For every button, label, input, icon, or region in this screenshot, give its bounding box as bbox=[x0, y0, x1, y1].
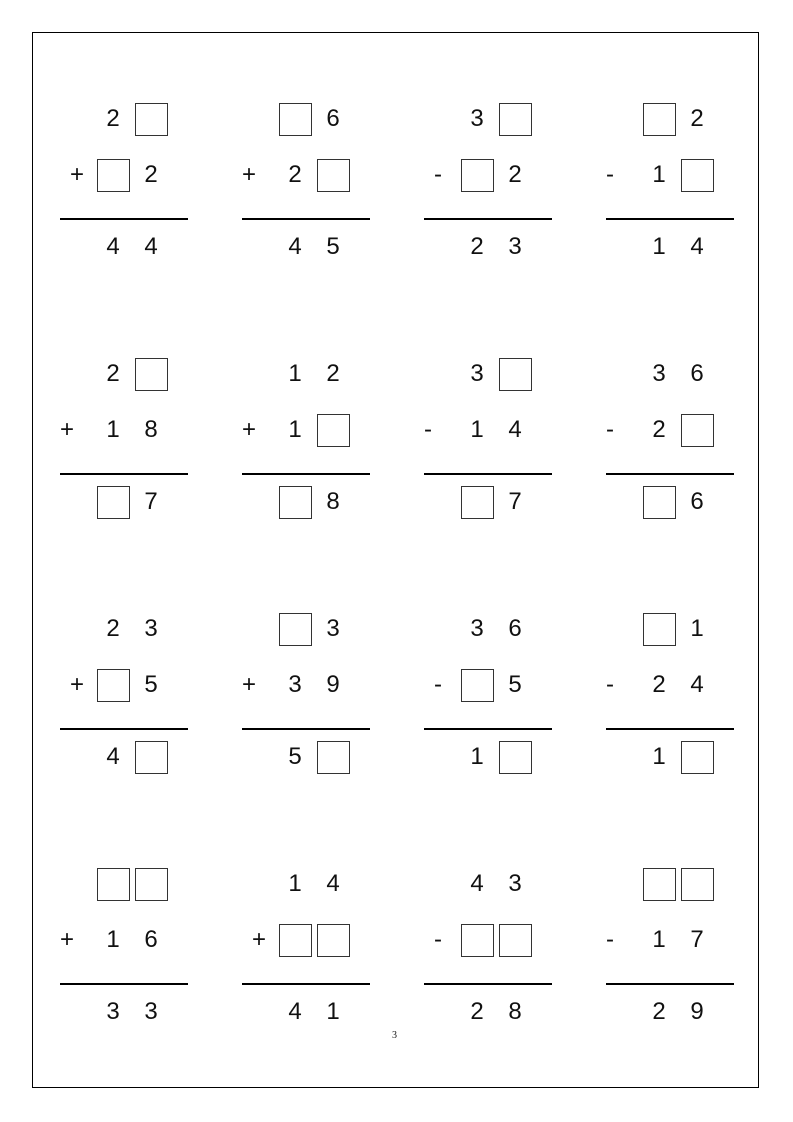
plus-sign: + bbox=[60, 926, 75, 953]
answer-divider-line bbox=[242, 983, 370, 985]
blank-digit-box[interactable] bbox=[314, 738, 352, 776]
answer-divider-line bbox=[606, 983, 734, 985]
minus-sign: - bbox=[434, 161, 442, 188]
plus-sign: + bbox=[242, 416, 257, 443]
answer-box[interactable] bbox=[317, 741, 350, 774]
top-operand bbox=[640, 355, 716, 393]
digit: 1 bbox=[288, 360, 302, 387]
problem bbox=[424, 100, 552, 270]
digit: 4 bbox=[508, 416, 522, 443]
answer-divider-line bbox=[242, 473, 370, 475]
answer-box[interactable] bbox=[461, 669, 494, 702]
blank-digit-box[interactable] bbox=[94, 865, 132, 903]
digit: 2 bbox=[106, 105, 120, 132]
answer-divider-line bbox=[606, 473, 734, 475]
answer-box[interactable] bbox=[135, 741, 168, 774]
answer-box[interactable] bbox=[681, 159, 714, 192]
digit: 9 bbox=[690, 998, 704, 1025]
answer-box[interactable] bbox=[461, 924, 494, 957]
plus-sign: + bbox=[60, 416, 75, 443]
digit: 3 bbox=[470, 360, 484, 387]
digit: 1 bbox=[652, 743, 666, 770]
answer-box[interactable] bbox=[499, 924, 532, 957]
digit: 2 bbox=[470, 998, 484, 1025]
answer-box[interactable] bbox=[499, 103, 532, 136]
answer-box[interactable] bbox=[97, 486, 130, 519]
blank-digit-box[interactable] bbox=[314, 921, 352, 959]
bottom-operand bbox=[276, 411, 352, 449]
answer-row bbox=[640, 738, 716, 776]
plus-sign: + bbox=[242, 671, 257, 698]
digit: 1 bbox=[652, 161, 666, 188]
problem bbox=[60, 610, 188, 780]
answer-row bbox=[276, 483, 352, 521]
problem bbox=[242, 865, 370, 1035]
digit: 8 bbox=[144, 416, 158, 443]
digit: 3 bbox=[326, 615, 340, 642]
problem bbox=[242, 355, 370, 525]
blank-digit-box[interactable] bbox=[496, 738, 534, 776]
answer-divider-line bbox=[242, 218, 370, 220]
blank-digit-box[interactable] bbox=[132, 865, 170, 903]
digit: 4 bbox=[690, 233, 704, 260]
digit: 5 bbox=[288, 743, 302, 770]
plus-sign: + bbox=[252, 926, 267, 953]
top-operand bbox=[640, 865, 716, 903]
blank-digit-box[interactable] bbox=[94, 483, 132, 521]
minus-sign: - bbox=[606, 671, 614, 698]
answer-box[interactable] bbox=[317, 924, 350, 957]
bottom-operand bbox=[94, 921, 170, 959]
bottom-operand bbox=[276, 156, 352, 194]
digit: 3 bbox=[288, 671, 302, 698]
minus-sign: - bbox=[606, 926, 614, 953]
digit: 3 bbox=[106, 998, 120, 1025]
answer-row bbox=[94, 228, 170, 266]
digit: 2 bbox=[470, 233, 484, 260]
top-operand bbox=[94, 355, 170, 393]
answer-row bbox=[94, 993, 170, 1031]
answer-divider-line bbox=[424, 473, 552, 475]
blank-digit-box[interactable] bbox=[640, 100, 678, 138]
answer-divider-line bbox=[606, 218, 734, 220]
digit: 6 bbox=[326, 105, 340, 132]
digit: 6 bbox=[508, 615, 522, 642]
blank-digit-box[interactable] bbox=[276, 100, 314, 138]
problem bbox=[60, 865, 188, 1035]
digit: 7 bbox=[144, 488, 158, 515]
answer-divider-line bbox=[60, 728, 188, 730]
answer-box[interactable] bbox=[681, 741, 714, 774]
answer-row bbox=[276, 993, 352, 1031]
bottom-operand bbox=[640, 411, 716, 449]
answer-box[interactable] bbox=[681, 414, 714, 447]
top-operand bbox=[640, 100, 716, 138]
digit: 2 bbox=[106, 360, 120, 387]
bottom-operand bbox=[458, 921, 534, 959]
digit: 4 bbox=[326, 870, 340, 897]
top-operand bbox=[458, 865, 534, 903]
digit: 4 bbox=[288, 233, 302, 260]
blank-digit-box[interactable] bbox=[132, 100, 170, 138]
top-operand bbox=[640, 610, 716, 648]
digit: 5 bbox=[144, 671, 158, 698]
answer-box[interactable] bbox=[279, 613, 312, 646]
answer-box[interactable] bbox=[135, 868, 168, 901]
answer-row bbox=[458, 228, 534, 266]
answer-divider-line bbox=[242, 728, 370, 730]
blank-digit-box[interactable] bbox=[276, 483, 314, 521]
digit: 1 bbox=[106, 926, 120, 953]
answer-divider-line bbox=[424, 983, 552, 985]
answer-box[interactable] bbox=[643, 103, 676, 136]
bottom-operand bbox=[640, 666, 716, 704]
page-number: 3 bbox=[392, 1030, 397, 1041]
blank-digit-box[interactable] bbox=[496, 355, 534, 393]
digit: 6 bbox=[690, 360, 704, 387]
problem bbox=[424, 865, 552, 1035]
answer-row bbox=[94, 738, 170, 776]
answer-row bbox=[640, 228, 716, 266]
answer-divider-line bbox=[606, 728, 734, 730]
plus-sign: + bbox=[70, 161, 85, 188]
digit: 1 bbox=[326, 998, 340, 1025]
problem bbox=[60, 100, 188, 270]
digit: 7 bbox=[690, 926, 704, 953]
problem bbox=[60, 355, 188, 525]
digit: 2 bbox=[288, 161, 302, 188]
blank-digit-box[interactable] bbox=[678, 738, 716, 776]
answer-box[interactable] bbox=[97, 868, 130, 901]
top-operand bbox=[458, 355, 534, 393]
bottom-operand bbox=[94, 666, 170, 704]
answer-row bbox=[276, 228, 352, 266]
answer-divider-line bbox=[60, 983, 188, 985]
bottom-operand bbox=[458, 156, 534, 194]
answer-divider-line bbox=[60, 473, 188, 475]
digit: 6 bbox=[144, 926, 158, 953]
problem bbox=[242, 610, 370, 780]
digit: 2 bbox=[652, 416, 666, 443]
answer-divider-line bbox=[424, 218, 552, 220]
answer-box[interactable] bbox=[499, 358, 532, 391]
blank-digit-box[interactable] bbox=[496, 921, 534, 959]
blank-digit-box[interactable] bbox=[496, 100, 534, 138]
blank-digit-box[interactable] bbox=[640, 610, 678, 648]
blank-digit-box[interactable] bbox=[458, 483, 496, 521]
answer-box[interactable] bbox=[279, 924, 312, 957]
top-operand bbox=[276, 610, 352, 648]
digit: 1 bbox=[106, 416, 120, 443]
answer-box[interactable] bbox=[97, 159, 130, 192]
answer-divider-line bbox=[60, 218, 188, 220]
blank-digit-box[interactable] bbox=[314, 156, 352, 194]
answer-row bbox=[640, 483, 716, 521]
digit: 3 bbox=[470, 105, 484, 132]
digit: 2 bbox=[106, 615, 120, 642]
minus-sign: - bbox=[606, 416, 614, 443]
digit: 6 bbox=[690, 488, 704, 515]
answer-box[interactable] bbox=[643, 486, 676, 519]
digit: 2 bbox=[326, 360, 340, 387]
digit: 4 bbox=[470, 870, 484, 897]
digit: 3 bbox=[470, 615, 484, 642]
answer-box[interactable] bbox=[461, 486, 494, 519]
digit: 1 bbox=[288, 870, 302, 897]
answer-row bbox=[458, 993, 534, 1031]
digit: 5 bbox=[326, 233, 340, 260]
answer-box[interactable] bbox=[279, 103, 312, 136]
answer-box[interactable] bbox=[643, 868, 676, 901]
problem bbox=[424, 610, 552, 780]
digit: 1 bbox=[652, 926, 666, 953]
minus-sign: - bbox=[424, 416, 432, 443]
minus-sign: - bbox=[606, 161, 614, 188]
digit: 1 bbox=[288, 416, 302, 443]
digit: 9 bbox=[326, 671, 340, 698]
answer-box[interactable] bbox=[461, 159, 494, 192]
digit: 3 bbox=[652, 360, 666, 387]
bottom-operand bbox=[640, 156, 716, 194]
answer-box[interactable] bbox=[681, 868, 714, 901]
digit: 2 bbox=[144, 161, 158, 188]
answer-row bbox=[458, 483, 534, 521]
bottom-operand bbox=[276, 666, 352, 704]
bottom-operand bbox=[458, 411, 534, 449]
problem bbox=[606, 355, 734, 525]
answer-divider-line bbox=[424, 728, 552, 730]
problem bbox=[606, 100, 734, 270]
digit: 7 bbox=[508, 488, 522, 515]
problem bbox=[606, 610, 734, 780]
digit: 3 bbox=[508, 870, 522, 897]
bottom-operand bbox=[640, 921, 716, 959]
digit: 3 bbox=[144, 998, 158, 1025]
digit: 2 bbox=[508, 161, 522, 188]
answer-row bbox=[458, 738, 534, 776]
blank-digit-box[interactable] bbox=[132, 738, 170, 776]
digit: 2 bbox=[652, 671, 666, 698]
problem bbox=[424, 355, 552, 525]
blank-digit-box[interactable] bbox=[132, 355, 170, 393]
digit: 2 bbox=[690, 105, 704, 132]
digit: 2 bbox=[652, 998, 666, 1025]
answer-box[interactable] bbox=[643, 613, 676, 646]
answer-box[interactable] bbox=[317, 159, 350, 192]
answer-box[interactable] bbox=[317, 414, 350, 447]
plus-sign: + bbox=[70, 671, 85, 698]
digit: 3 bbox=[508, 233, 522, 260]
bottom-operand bbox=[458, 666, 534, 704]
answer-box[interactable] bbox=[97, 669, 130, 702]
bottom-operand bbox=[94, 411, 170, 449]
digit: 1 bbox=[652, 233, 666, 260]
top-operand bbox=[94, 610, 170, 648]
blank-digit-box[interactable] bbox=[314, 411, 352, 449]
problem bbox=[242, 100, 370, 270]
blank-digit-box[interactable] bbox=[276, 610, 314, 648]
digit: 4 bbox=[106, 233, 120, 260]
blank-digit-box[interactable] bbox=[678, 411, 716, 449]
bottom-operand bbox=[276, 921, 352, 959]
blank-digit-box[interactable] bbox=[678, 156, 716, 194]
digit: 8 bbox=[508, 998, 522, 1025]
answer-box[interactable] bbox=[135, 358, 168, 391]
digit: 4 bbox=[288, 998, 302, 1025]
answer-box[interactable] bbox=[279, 486, 312, 519]
answer-row bbox=[640, 993, 716, 1031]
minus-sign: - bbox=[434, 926, 442, 953]
plus-sign: + bbox=[242, 161, 257, 188]
top-operand bbox=[276, 100, 352, 138]
bottom-operand bbox=[94, 156, 170, 194]
top-operand bbox=[276, 865, 352, 903]
answer-row bbox=[94, 483, 170, 521]
top-operand bbox=[458, 610, 534, 648]
digit: 4 bbox=[106, 743, 120, 770]
top-operand bbox=[458, 100, 534, 138]
answer-box[interactable] bbox=[135, 103, 168, 136]
digit: 5 bbox=[508, 671, 522, 698]
digit: 4 bbox=[690, 671, 704, 698]
digit: 1 bbox=[690, 615, 704, 642]
problem bbox=[606, 865, 734, 1035]
minus-sign: - bbox=[434, 671, 442, 698]
digit: 4 bbox=[144, 233, 158, 260]
top-operand bbox=[94, 865, 170, 903]
digit: 8 bbox=[326, 488, 340, 515]
blank-digit-box[interactable] bbox=[640, 865, 678, 903]
answer-row bbox=[276, 738, 352, 776]
digit: 3 bbox=[144, 615, 158, 642]
top-operand bbox=[94, 100, 170, 138]
top-operand bbox=[276, 355, 352, 393]
blank-digit-box[interactable] bbox=[678, 865, 716, 903]
digit: 1 bbox=[470, 743, 484, 770]
blank-digit-box[interactable] bbox=[640, 483, 678, 521]
answer-box[interactable] bbox=[499, 741, 532, 774]
digit: 1 bbox=[470, 416, 484, 443]
